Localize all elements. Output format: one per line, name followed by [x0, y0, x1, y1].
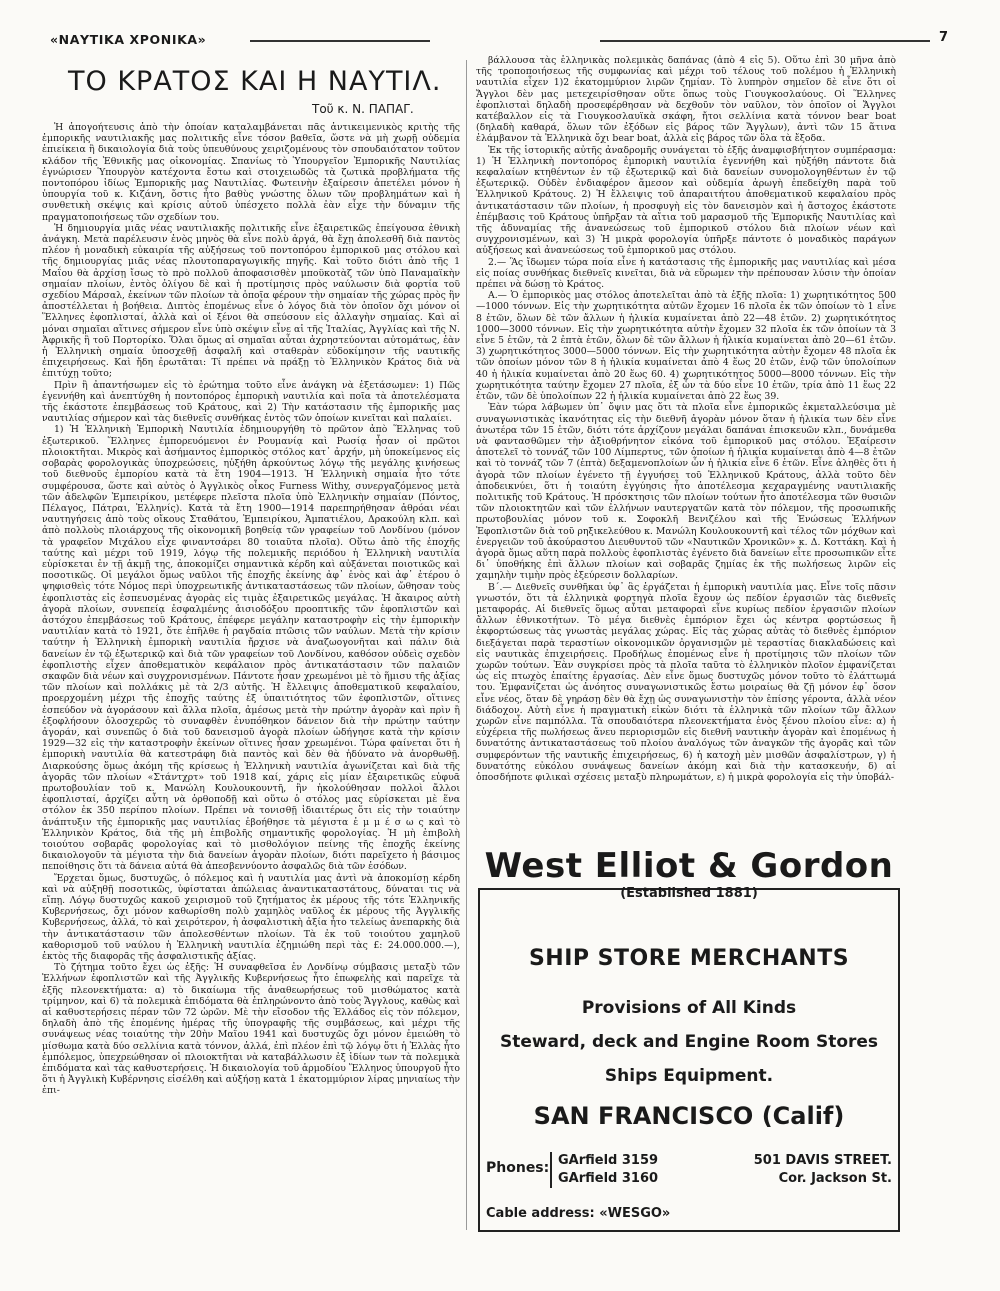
- ad-city: SAN FRANCISCO (Calif): [533, 1102, 845, 1130]
- ad-phone: GArfield 3159: [558, 1153, 659, 1168]
- article-title: ΤΟ ΚΡΑΤΟΣ ΚΑΙ Η ΝΑΥΤΙΛ.: [68, 66, 442, 97]
- header-rule-right: [600, 40, 930, 42]
- ad-cross-street: Cor. Jackson St.: [778, 1171, 892, 1186]
- ad-cable-address: Cable address: «WESGO»: [486, 1206, 671, 1221]
- article-right-column: [476, 55, 896, 870]
- running-head: «ΝΑΥΤΙΚΑ ΧΡΟΝΙΚΑ»: [50, 32, 207, 47]
- article-byline: Τοῦ κ. Ν. ΠΑΠΑΓ.: [312, 102, 414, 116]
- ad-established: (Established 1881): [620, 886, 758, 901]
- ad-line: Provisions of All Kinds: [581, 998, 797, 1018]
- ad-street: 501 DAVIS STREET.: [753, 1153, 892, 1168]
- ad-company-name: West Elliot & Gordon: [484, 846, 894, 886]
- ad-line: Steward, deck and Engine Room Stores: [499, 1032, 879, 1052]
- column-divider: [466, 60, 467, 1230]
- ad-phone: GArfield 3160: [558, 1171, 659, 1186]
- paragraph: Β΄.— Διεθνεῖς συνθῆκαι ὑφ᾽ ἃς ἐργάζεται ἡ ἐμπορικὴ ναυτιλία μας. Εἶνε τοῖς πᾶσιν γνωστόν, ὅτι τὰ ἑλληνικὰ φορτηγὰ πλοῖα ἔχουν ὡς πεδίον ἐργασιῶν τὰς διεθνεῖς μεταφοράς. Αἱ διεθνεῖς ὅμως αὗται μεταφοραὶ εἶνε κυρίως πεδίον ἐργασιῶν πλοίων ἄλλων ἐθνικοτήτων. Τὸ μέγα διεθνὲς ἐμπόριον ἔχει ὡς κέντρα φορτώσεως ἢ ἐκφορτώσεως τὰς γνωστὰς μεγάλας χώρας. Εἰς τὰς χώρας αὐτὰς τὸ διεθνὲς ἐμπόριον διεξάγεται παρὰ τεραστίων οἰκονομικῶν ὀργανισμῶν μὲ τεραστίας διακλαδώσεις καὶ εἰς ναυτικὰς ἐπιχειρήσεις. Προδήλως ἐπομένως εἶνε ἡ προτίμησις τῶν πλοίων τῶν χωρῶν τούτων. Ἐὰν συγκρίσει πρὸς τὰ πλοῖα ταῦτα τὸ ἑλληνικὸν πλοῖον ἐμφανίζεται ὡς εἰς πτωχὸς ἐπαίτης ἐργασίας. Δὲν εἶνε ὅμως δυστυχῶς μόνον τοῦτο τὸ ἐλάττωμά του. Ἐμφανίζεται ὡς ἀνόητος συναγωνιστικῶς ἔστω μοιραίως θὰ ζῇ μόνον ἐφ᾽ ὅσον εἶνε νέος, ὅταν δὲ γηράσῃ δὲν θὰ ἔχῃ ὡς συναγωνιστὴν τὸν ἐπίσης γέροντα, ἀλλὰ νέον διάδοχον. Αὐτὴ εἶνε ἡ πραγματικὴ εἰκὼν διότι τὰ ἑλληνικὰ τῶν πλοίων τῶν ἄλλων χωρῶν εἶνε παμπόλλα. Τὰ σπουδαιότερα πλεονεκτήματα ἑνὸς ξένου πλοίου εἶνε: α) ἡ εὐχέρεια τῆς πωλήσεως ἄνευ περιορισμῶν εἰς διεθνῆ ναυτικὴν ἀγορὰν καὶ ἑπομένως ἡ δυνατότης ἀντικαταστάσεως τοῦ πλοίου ἀναλόγως τῶν ἀναγκῶν τῆς ἀγορᾶς καὶ τῶν συμφερόντων τῆς ναυτικῆς ἐπιχειρήσεως, 6) ἡ κατοχὴ μὲν μισθῶν ἀσφαλίστρων, γ) ἡ δυνατότης εὐκόλου συνάψεως δανείων ἀκόμη καὶ διὰ τὴν κατασκευήν, δ) αἱ ὁποσδήποτε φιλικαὶ σχέσεις μεταξὺ πληρωμάτων, ε) ἡ μικρὰ φορολογία εἰς τὴν ὑποβάλ-: [476, 581, 896, 783]
- ad-headline: SHIP STORE MERCHANTS: [528, 946, 850, 971]
- paragraph: Τὸ ζήτημα τοῦτο ἔχει ὡς ἑξῆς: Ἡ συναφθεῖσα ἐν Λονδίνῳ σύμβασις μεταξὺ τῶν Ἑλλήνων ἐφοπλιστῶν καὶ τῆς Ἀγγλικῆς Κυβερνήσεως ἦτο ἐπωφελὴς καὶ παρεῖχε τὰ ἑξῆς πλεονεκτήματα: α) τὸ δικαίωμα τῆς ἀναθεωρήσεως τοῦ μισθώματος κατὰ τρίμηνον, καὶ 6) τὰ πολεμικὰ ἐπιδόματα θὰ ἐπληρώνοντο ἀπὸ τοὺς Ἄγγλους, καθὼς καὶ αἱ καθυστερήσεις πέραν τῶν 72 ὡρῶν. Μὲ τὴν εἴσοδον τῆς Ἑλλάδος εἰς τὸν πόλεμον, δηλαδὴ ἀπὸ τῆς ἐπομένης ἡμέρας τῆς ὑπογραφῆς τῆς συμβάσεως, καὶ μέχρι τῆς συνάψεως νέας τοιαύτης τὴν 20ὴν Μαΐου 1941 καὶ δυστυχῶς ὄχι μόνον ἐμειώθη τὸ μίσθωμα κατὰ δύο σελλίνια κατὰ τόννον, ἀλλά, ἐπὶ πλέον ἐπὶ τῷ λόγῳ ὅτι ἡ Ἑλλὰς ἦτο ἐμπόλεμος, ὑπεχρεώθησαν οἱ πλοιοκτῆται νὰ καταβάλλωσιν ἐξ ἰδίων των τὰ πολεμικὰ ἐπιδόματα καὶ τὰς καθυστερήσεις. Ἡ δικαιολογία τοῦ ἁρμοδίου Ἕλληνος ὑπουργοῦ ἦτο ὅτι ἡ Ἀγγλικὴ Κυβέρνησις εἰσέλθη καὶ αὐξήσῃ κατὰ 1 ἑκατομμύριον λίρας μηνιαίως τὴν ἐπι-: [42, 962, 460, 1097]
- article-left-column: [42, 122, 460, 1262]
- ad-address: [702, 1152, 892, 1188]
- header-rule-left: [250, 40, 430, 42]
- paragraph: Ἐκ τῆς ἱστορικῆς αὐτῆς ἀναδρομῆς συνάγεται τὸ ἑξῆς ἀναμφισβήτητον συμπέρασμα: 1) Ἡ Ἑλληνικὴ ποντοπόρος ἐμπορικὴ ναυτιλία ἐγεννήθη καὶ ηὐξήθη πάντοτε διὰ κεφαλαίων κτηθέντων ἐν τῷ ἐξωτερικῷ καὶ διὰ δανείων συνομολογηθέντων ἐν τῷ ἐξωτερικῷ. Οὐδὲν ἐνδιαφέρον ἄμεσον καὶ οὐδεμία ἀρωγὴ ἐπεδείχθη παρὰ τοῦ Ἑλληνικοῦ Κράτους. 2) Ἡ ἔλλειψις τοῦ ἀπαραιτήτου ἀποθεματικοῦ κεφαλαίου πρὸς ἀντικατάστασιν τῶν πλοίων, ἡ προσφυγὴ εἰς τὸν δανεισμὸν καὶ ἡ ἄστοχος ἑκάστοτε ἐπέμβασις τοῦ Κράτους ὑπῆρξαν τὰ αἴτια τοῦ μαρασμοῦ τῆς Ἐμπορικῆς Ναυτιλίας καὶ τῆς ἀδυναμίας τῆς ἀνανεώσεως τοῦ ἐμπορικοῦ στόλου διὰ πλοίων νέων καὶ συγχρονισμένων, καὶ 3) Ἡ μικρὰ φορολογία ὑπῆρξε πάντοτε ὁ μοναδικὸς παράγων αὐξήσεως καὶ ἀνανεώσεως τοῦ ἐμπορικοῦ μας στόλου.: [476, 144, 896, 257]
- paragraph: Ἡ ἀπογοήτευσις ἀπὸ τὴν ὁποίαν καταλαμβάνεται πᾶς ἀντικειμενικὸς κριτὴς τῆς ἐμπορικῆς ναυτιλιακῆς μας πολιτικῆς εἶνε τόσον βαθεῖα, ὥστε νὰ μὴ χωρῇ οὐδεμία ἐπιείκεια ἢ δικαιολογία διὰ τοὺς ὑπευθύνους χειριζομένους τὸν σπουδαιότατον τοῦτον κλάδον τῆς Ἐθνικῆς μας οἰκονομίας. Σπανίως τὸ Ὑπουργεῖον Ἐμπορικῆς Ναυτιλίας ἐγνώρισεν Ὑπουργὸν κατέχοντα ἔστω καὶ στοιχειωδῶς τὰ ζωτικὰ προβλήματα τῆς ποντοπόρου ἰδίως Ἐμπορικῆς μας Ναυτιλίας. Φωτεινὴν ἐξαίρεσιν ἀπετέλει μόνον ἡ ὑπουργία τοῦ κ. Κιζάνη, ὅστις ἦτο βαθὺς γνώστης ὅλων τῶν προβλημάτων καὶ ἡ συνθετικὴ σκέψις καὶ κρίσις αὐτοῦ ὑπέσχετο πολλὰ ἐὰν εἶχε τὴν δύναμιν τῆς πραγματοποιήσεως τῶν σχεδίων του.: [42, 122, 460, 223]
- paragraph: 1) Ἡ Ἑλληνικὴ Ἐμπορικὴ Ναυτιλία ἐδημιουργήθη τὸ πρῶτον ἀπὸ Ἕλληνας τοῦ ἐξωτερικοῦ. Ἕλληνες ἐμπορευόμενοι ἐν Ρουμανίᾳ καὶ Ρωσίᾳ ἦσαν οἱ πρῶτοι πλοιοκτῆται. Μικρὸς καὶ ἀσήμαντος ἐμπορικὸς στόλος κατ᾽ ἀρχήν, μὴ ὑποκείμενος εἰς σοβαρὰς φορολογικὰς ὑποχρεώσεις, ηὐξήθη ἀρκούντως λόγῳ τῆς μεγάλης κινήσεως τοῦ διεθνοῦς ἐμπορίου κατὰ τὰ ἔτη 1904—1913. Ἡ Ἑλληνικὴ σημαία ἦτο τότε συμφέρουσα, ὥστε καὶ αὐτὸς ὁ Ἀγγλικὸς οἶκος Furness Withy, συνεργαζόμενος μετὰ τῶν ἀδελφῶν Ἐμπειρίκου, μετέφερε πλεῖστα πλοῖα ὑπὸ Ἑλληνικὴν σημαίαν (Πόντος, Πέλαγος, Πάτραι, Ἑλληνίς). Κατὰ τὰ ἔτη 1900—1914 παρεπηρήθησαν ἀθρόαι νέαι ναυτηγήσεις ἀπὸ τοὺς οἴκους Σταθάτου, Ἐμπειρίκου, Ἀμπατιέλου, Δρακούλη κλπ. καὶ ἀπὸ πολλοὺς πλοιάρχους τῆς οἰκονομικῆ βοηθείᾳ τῶν γραφείων τοῦ Λονδίνου (μόνον τὰ γραφεῖον Μιχάλου εἶχε φιναντσάρει 80 τοιαῦτα πλοῖα). Οὕτω ἀπὸ τῆς ἐποχῆς ταύτης καὶ μέχρι τοῦ 1919, λόγῳ τῆς πολεμικῆς περιόδου ἡ Ἑλληνικὴ ναυτιλία εὑρίσκεται ἐν τῇ ἀκμῇ της, ἀποκομίζει σημαντικὰ κέρδη καὶ αὐξάνεται ποιοτικῶς καὶ ποσοτικῶς. Οἱ μεγάλοι ὅμως ναῦλοι τῆς ἐποχῆς ἐκείνης ἀφ᾽ ἑνὸς καὶ ἀφ᾽ ἑτέρου ὁ ψηφισθεὶς τότε Νόμος περὶ ὑποχρεωτικῆς ἀντικαταστάσεως τῶν πλοίων, ὤθησαν τοὺς ἐφοπλιστὰς εἰς ἐσπευσμένας ἀγορὰς εἰς τιμὰς ἐξαιρετικῶς μεγάλας. Ἡ ἄκαιρος αὐτὴ ἀγορὰ πλοίων, συνεπείᾳ ἐσφαλμένης ἀισιοδόξου προοπτικῆς τῶν ἐφοπλιστῶν καὶ ἀστόχου ἐπεμβάσεως τοῦ Κράτους, ἐπέφερε μεγάλην καταστροφὴν εἰς τὴν ἐμπορικὴν ναυτιλίαν κατὰ τὸ 1921, ὅτε ἐπῆλθε ἡ ραγδαία πτῶσις τῶν ναύλων. Μετὰ τὴν κρίσιν ταύτην ἡ Ἑλληνικὴ ἐμπορικὴ ναυτιλία ἤρχισε νὰ ἀναζωογονῆται καὶ πάλιν διὰ δανείων ἐν τῷ ἐξωτερικῷ καὶ διὰ τῶν γραφείων τοῦ Λονδίνου, καθόσον οὐδεὶς σχεδὸν ἐφοπλιστὴς εἶχεν ἀποθεματικὸν κεφάλαιον πρὸς ἀντικατάστασιν τῶν παλαιῶν σκαφῶν διὰ νέων καὶ συγχρονισμένων. Πάντοτε ἦσαν χρεωμένοι μὲ τὸ ἥμισυ τῆς ἀξίας τῶν πλοίων καὶ πολλάκις μὲ τὰ 2/3 αὐτῆς. Ἡ ἔλλειψις ἀποθεματικοῦ κεφαλαίου, προερχομένη μέχρι τῆς ἐποχῆς ταύτης ἐξ ὑπαιτιότητος τῶν ἐφοπλιστῶν, οἵτινες ἐσπεύδον νὰ ἀγοράσουν καὶ ἄλλα πλοῖα, ἀμέσως μετὰ τὴν πρώτην ἀγορὰν καὶ πρὶν ἢ ἐξοφλήσουν ὁλοσχερῶς τὸ συναφθὲν ἐνυπόθηκον δάνειον διὰ τὴν πρώτην ταύτην ἀγοράν, καὶ συνεπῶς ὁ διὰ τοῦ δανεισμοῦ ἀγορὰ πλοίων ὡδήγησε κατὰ τὴν κρίσιν 1929—32 εἰς τὴν καταστροφὴν ἐκείνων οἵτινες ἦσαν χρεωμένοι. Τώρα φαίνεται ὅτι ἡ ἐμπορικὴ ναυτιλία θὰ κατεστράφη διὰ παντὸς καὶ δὲν θὰ ἠδύνατο νὰ ἀνορθωθῇ. Διαρκούσης ὅμως ἀκόμη τῆς κρίσεως ἡ Ἑλληνικὴ ναυτιλία ἀγωνίζεται καὶ διὰ τῆς ἀγορᾶς τῶν πλοίων «Στάντχρτ» τοῦ 1918 καί, χάρις εἰς μίαν ἐξαιρετικῶς εὐφυᾶ πρωτοβουλίαν τοῦ κ. Μανώλη Κουλουκουντῆ, ἢν ἠκολούθησαν πολλοὶ ἄλλοι ἐφοπλισταί, ἀρχίζει αὖτη νὰ ὀρθοποδῇ καὶ οὕτω ὁ στόλος μας εὑρίσκεται μὲ ἕνα στόλον ἐκ 350 περίπου πλοίων. Πρέπει νὰ τονισθῇ ἰδιαιτέρως ὅτι εἰς τὴν τοιαύτην ἀνάπτυξιν τῆς ἐμπορικῆς μας ναυτιλίας ἐβοήθησε τὰ μέγιστα ἐ μ μ έ σ ω ς καὶ τὸ Ἑλληνικὸν Κράτος, διὰ τῆς μὴ ἐπιβολῆς σημαντικῆς φορολογίας. Ἡ μὴ ἐπιβολὴ τοιούτου σοβαρᾶς φορολογίας καὶ τὸ μισθολόγιον πείνης τῆς ἐποχῆς ἐκείνης δικαιολογοῦν τὰ μέγιστα τὴν διὰ δανείων ἀγορὰν πλοίων, διότι παρεῖχετο ἡ βάσιμος πεποίθησις ὅτι τὰ δάνεια αὐτά θὰ ἀπεσβεννύοντο ἀσφαλῶς διὰ τῶν ἐσόδων.: [42, 424, 460, 873]
- paragraph: βάλλουσα τὰς ἑλληνικὰς πολεμικὰς δαπάνας (ἀπὸ 4 εἰς 5). Οὕτω ἐπὶ 30 μῆνα ἀπὸ τῆς τροποποιήσεως τῆς συμφωνίας καὶ μέχρι τοῦ τέλους τοῦ πολέμου ἡ Ἑλληνικὴ ναυτιλία εἶχεν 1)2 ἑκατομμύριον λιρῶν ζημίαν. Τὸ λυπηρὸν σημεῖον δὲ εἶνε ὅτι οἱ Ἄγγλοι δὲν μας μετεχειρίσθησαν οὕτε ὅπως τοὺς Γιουγκοσλαύους. Οἱ Ἕλληνες ἐφοπλισταὶ δηλαδὴ προσεφέρθησαν νὰ δεχθοῦν τὸν ναῦλον, τὸν ὁποῖον οἱ Ἄγγλοι κατέβαλλον εἰς τὰ Γιουγκοσλαυϊκὰ σκάφη, ἤτοι σελλίνια κατὰ τόννον bear boat (δηλαδὴ καθαρά, ὅλων τῶν ἐξόδων εἰς βάρος τῶν Ἄγγλων), ἀντὶ τῶν 15 ἅτινα ἐλάμβανον τὰ Ἑλληνικὰ ὄχι bear boat, ἀλλὰ εἰς βάρος τῶν ὅλα τὰ ἔξοδα.: [476, 55, 896, 145]
- ad-phones-label: Phones:: [486, 1160, 550, 1176]
- paragraph: Ἐὰν τώρα λάβωμεν ὑπ᾽ ὄψιν μας ὅτι τὰ πλοῖα εἶνε ἐμπορικῶς ἐκμεταλλεύσιμα μὲ συναγωνιστικὰς ἱκανότητας εἰς τὴν διεθνῆ ἀγορὰν μόνον ὅταν ἡ ἡλικία των δὲν εἶνε ἀνωτέρα τῶν 15 ἐτῶν, διότι τότε ἀρχίζουν μεγάλαι δαπάναι ἐπισκευῶν κλπ., δυνάμεθα νὰ φαντασθῶμεν τὴν ἀξιοθρήνητον εἰκόνα τοῦ ἐμπορικοῦ μας στόλου. Ἐξαίρεσιν ἀποτελεῖ τὸ τοννάζ τῶν 100 Λίμπερτυς, τῶν ὁποίων ἡ ἡλικία κυμαίνεται ἀπὸ 4—8 ἐτῶν καὶ τὸ τοννάζ τῶν 7 (ἑπτὰ) δεξαμενοπλοίων ὧν ἡ ἡλικία εἶνε 6 ἐτῶν. Εἶνε ἀληθὲς ὅτι ἡ ἀγορὰ τῶν πλοίων ἐγένετο τῇ ἐγγυήσει τοῦ Ἑλληνικοῦ Κράτους, ἀλλὰ τοῦτο δὲν ἀποδεικνύει, ὅτι ἡ τοιαύτη ἐγγύησις ἦτο ἀποτέλεσμα κεχαραγμένης ναυτιλιακῆς πολιτικῆς τοῦ Κράτους. Ἡ πρόσκτησις τῶν πλοίων τούτων ἦτο ἀποτέλεσμα τῶν θυσιῶν τῶν πλοιοκτητῶν καὶ τῶν ἐλλήνων ναυτεργατῶν κατὰ τὸν πόλεμον, τῆς προσωπικῆς πρωτοβουλίας μόνον τοῦ κ. Σοφοκλῆ Βενιζέλου καὶ τῆς Ἑνώσεως Ἑλλήνων Ἐφοπλιστῶν διὰ τοῦ ρηξικελεύθου κ. Μανώλη Κουλουκουντῆ καὶ τέλος τῶν μόχθων καὶ ἐνεργειῶν τοῦ ἀκούραστου Διευθυντοῦ τῶν «Ναυτικῶν Χρονικῶν» κ. Δ. Κοττάκη. Καὶ ἡ ἀγορὰ ὅμως αὕτη παρὰ πολλοὺς ἐφοπλιστὰς ἐγένετο διὰ δανείων εἶτε προσωπικῶν εἶτε δι᾽ ὑποθήκης ἐπὶ ἄλλων πλοίων καὶ σοβαρᾶς ζημίας ἐκ τῆς πωλήσεως λιρῶν εἰς χαμηλὴν τιμὴν πρὸς ἐξεύρεσιν δολλαρίων.: [476, 402, 896, 582]
- ad-line: Ships Equipment.: [604, 1066, 774, 1086]
- paragraph: Α.— Ὁ ἐμπορικὸς μας στόλος ἀποτελεῖται ἀπὸ τὰ ἑξῆς πλοῖα: 1) χωρητικότητος 500—1000 τόννων. Εἰς τὴν χωρητικότητα αὐτῶν ἔχομεν 16 πλοῖα ἐκ τῶν ὁποίων τὸ 1 εἶνε 8 ἐτῶν, ὅλων δὲ τῶν ἄλλων ἡ ἡλικία κυμαίνεται ἀπὸ 22—48 ἐτῶν. 2) χωρητικότητος 1000—3000 τόννων. Εἰς τὴν χωρητικότητα αὐτὴν ἔχομεν 32 πλοῖα ἐκ τῶν ὁποίων τὰ 3 εἶνε 5 ἐτῶν, τὰ 2 ἐπτὰ ἐτῶν, ὅλων δὲ τῶν ἄλλων ἡ ἡλικία κυμαίνεται ἀπὸ 20—61 ἐτῶν. 3) χωρητικότητος 3000—5000 τόννων. Εἰς τὴν χωρητικότητα αὐτὴν ἔχομεν 48 πλοῖα ἐκ τῶν ὁποίων μόνον τῶν 8 ἡ ἡλικία κυμαίνεται ἀπὸ 4 ἕως 20 ἐτῶν, ἐνῷ τῶν ὑπολοίπων 40 ἡ ἡλικία κυμαίνεται ἀπὸ 20 ἕως 60. 4) χωρητικότητος 5000—8000 τόννων. Εἰς τὴν χωρητικότητα ταύτην ἔχομεν 27 πλοῖα, ἐξ ὧν τὰ δύο εἶνε 10 ἐτῶν, τρία ἀπὸ 11 ἕως 22 ἐτῶν, τῶν δὲ ὑπολοίπων 22 ἡ ἡλικία κυμαίνεται ἀπὸ 22 ἕως 39.: [476, 290, 896, 403]
- paragraph: Ἡ δημιουργία μιᾶς νέας ναυτιλιακῆς πολιτικῆς εἶνε ἐξαιρετικῶς ἐπείγουσα ἐθνικὴ ἀνάγκη. Μετὰ παρέλευσιν ἑνὸς μηνὸς θὰ εἶνε πολὺ ἀργά, θὰ ἔχῃ ἀπολεσθῆ διὰ παντὸς πλέον ἡ μοναδικὴ εὐκαιρία τῆς αὐξήσεως τοῦ ποντοπόρου ἐμπορικοῦ μας στόλου καὶ τῆς δημιουργίας μιᾶς νέας πλουτοπαραγωγικῆς πηγῆς. Καὶ τοῦτο διότι ἀπὸ τῆς 1 Μαΐου θὰ ἀρχίσῃ ἴσως τὸ πρὸ πολλοῦ ἀποφασισθὲν μποϋκοτὰζ τῶν ὑπὸ Παναμαϊκὴν σημαίαν πλοίων, ἐντὸς ὀλίγου δὲ καὶ ἡ προτίμησις πρὸς ναύλωσιν διὰ φορτία τοῦ σχεδίου Μάρσαλ, ἐκείνων τῶν πλοίων τὰ ὁποῖα φέρουν τὴν σημαίαν τῆς χώρας πρὸς ἣν ἀποστέλλεται ἡ βοήθεια. Διπτὸς ἑπομένως εἶνε ὁ λόγος διὰ τὸν ὁποῖον ὄχι μόνον οἱ Ἕλληνες ἐφοπλισταί, ἀλλὰ καὶ οἱ ξένοι θὰ σπεύσουν εἰς ἀλλαγὴν σημαίας. Καὶ αἱ μόναι σημαῖαι αἵτινες σήμερον εἶνε ὑπὸ σκέψιν εἶνε αἱ τῆς Ἰταλίας, Ἀγγλίας καὶ τῆς Ν. Ἀφρικῆς ἢ τοῦ Πορτορίκο. Ὅλαι ὅμως αἱ σημαῖαι αὗται ἀχρηστεύονται αὐτομάτως, ἐὰν ἡ Ἑλληνικὴ σημαία ὑποσχεθῇ ἀσφαλῆ καὶ σταθερὰν εὐδοκίμησιν τῆς ναυτικῆς ἐπιχειρήσεως. Καὶ ἤδη ἐρωτᾶται: Τί πρέπει νὰ πράξῃ τὸ Ἑλληνικὸν Κράτος διὰ νὰ ἐπιτύχῃ τοῦτο;: [42, 222, 460, 380]
- page-number: 7: [938, 30, 948, 45]
- ad-phone-numbers: [550, 1152, 678, 1188]
- paragraph: Ἔρχεται ὅμως, δυστυχῶς, ὁ πόλεμος καὶ ἡ ναυτιλία μας ἀντὶ νὰ ἀποκομίσῃ κέρδη καὶ νὰ αὐξηθῇ ποσοτικῶς, ὑφίσταται ἀπώλειας ἀναντικαταστάτους, δύναται τις νὰ εἴπῃ. Λόγῳ δυστυχῶς κακοῦ χειρισμοῦ τοῦ ζητήματος ἐκ μέρους τῆς τότε Ἑλληνικῆς Κυβερνήσεως, ὄχι μόνον καθωρίσθη πολὺ χαμηλὸς ναῦλος ἐκ μέρους τῆς Ἀγγλικῆς Κυβερνήσεως, ἀλλά, τὸ καὶ χειρότερον, ἡ ἀσφαλιστικὴ ἀξία ἦτο τελείως ἀνεπαρκὴς διὰ τὴν ἀντικατάστασιν τῶν ἀπολεσθέντων πλοίων. Τὰ ἐκ τοῦ τοιούτου χαμηλοῦ καθορισμοῦ τοῦ ναύλου ἡ Ἑλληνικὴ ναυτιλία ἐζημιώθη περὶ τὰς £: 24.000.000.—), ἐκτὸς τῆς διαφορᾶς τῆς ἀσφαλιστικῆς ἀξίας.: [42, 872, 460, 963]
- article-title-box: [40, 60, 460, 118]
- advertisement-box: [478, 846, 900, 1232]
- page-header: [40, 28, 960, 52]
- paragraph: 2.— Ἂς ἴδωμεν τώρα ποία εἶνε ἡ κατάστασις τῆς ἐμπορικῆς μας ναυτιλίας καὶ μέσα εἰς ποίας συνθήκας διεθνεῖς κινεῖται, διὰ νὰ εὕρωμεν τὴν πρέπουσαν λύσιν τὴν ὁποίαν πρέπει νὰ δώσῃ τὸ Κράτος.: [476, 256, 896, 291]
- paragraph: Πρὶν ἢ ἀπαντήσωμεν εἰς τὸ ἐρώτημα τοῦτο εἶνε ἀνάγκη νὰ ἐξετάσωμεν: 1) Πῶς ἐγεννήθη καὶ ἀνεπτύχθη ἡ ποντοπόρος ἐμπορικὴ ναυτιλία καὶ ποῖα τὰ ἀποτελέσματα τῆς ἑκάστοτε ἐπεμβάσεως τοῦ Κράτους, καὶ 2) Τὴν κατάστασιν τῆς ἐμπορικῆς μας ναυτιλίας σήμερον καὶ τὰς διεθνεῖς συνθήκας ἐντὸς τῶν ὁποίων κινεῖται καὶ παλαίει.: [42, 379, 460, 425]
